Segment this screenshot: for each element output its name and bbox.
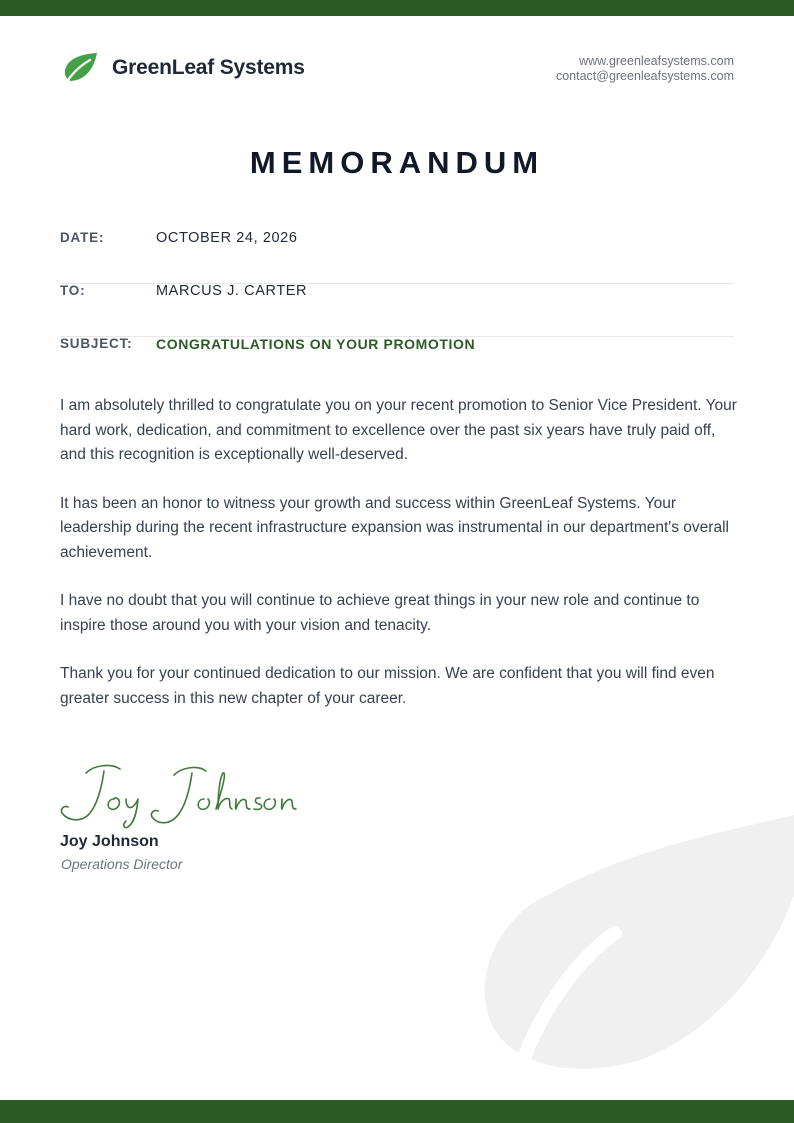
signatory-title: Operations Director (61, 856, 183, 872)
date-value: OCTOBER 24, 2026 (156, 230, 298, 246)
body-paragraph: I have no doubt that you will continue to achieve great things in your new role and continue to inspire those around you with your vision and tenacity. (60, 592, 700, 634)
signatory-name: Joy Johnson (60, 833, 159, 850)
date-label: DATE: (60, 230, 105, 245)
to-row (60, 283, 734, 337)
body-paragraph: Thank you for your continued dedication to our mission. We are confident that you will find even greater success in this new chapter of your career. (60, 665, 715, 707)
top-accent-bar (0, 0, 794, 16)
company-name: GreenLeaf Systems (112, 56, 305, 79)
leaf-watermark-icon (470, 805, 794, 1100)
leaf-logo-icon (62, 52, 98, 86)
subject-value: CONGRATULATIONS ON YOUR PROMOTION (156, 336, 476, 352)
website-link[interactable]: www.greenleafsystems.com (579, 54, 734, 68)
contact-info (556, 54, 734, 84)
memo-body (60, 394, 740, 735)
to-value: MARCUS J. CARTER (156, 283, 308, 299)
to-label: TO: (60, 283, 86, 298)
body-paragraph: I am absolutely thrilled to congratulate you on your recent promotion to Senior Vice President. Your hard work, dedication, and commitment to excellence over the past six years have truly paid off, and this recognition is exceptionally well-deserved. (60, 397, 737, 463)
email-link[interactable]: contact@greenleafsystems.com (555, 69, 734, 83)
body-paragraph: It has been an honor to witness your growth and success within GreenLeaf Systems. Your leadership during the recent infrastructure expansion was instrumental in our department's overall achievement. (60, 494, 729, 561)
page-title: MEMORANDUM (249, 145, 545, 180)
handwritten-signature (56, 755, 306, 835)
date-row (60, 230, 734, 284)
subject-row (60, 336, 734, 389)
bottom-accent-bar (0, 1100, 794, 1123)
subject-label: SUBJECT: (60, 336, 133, 351)
